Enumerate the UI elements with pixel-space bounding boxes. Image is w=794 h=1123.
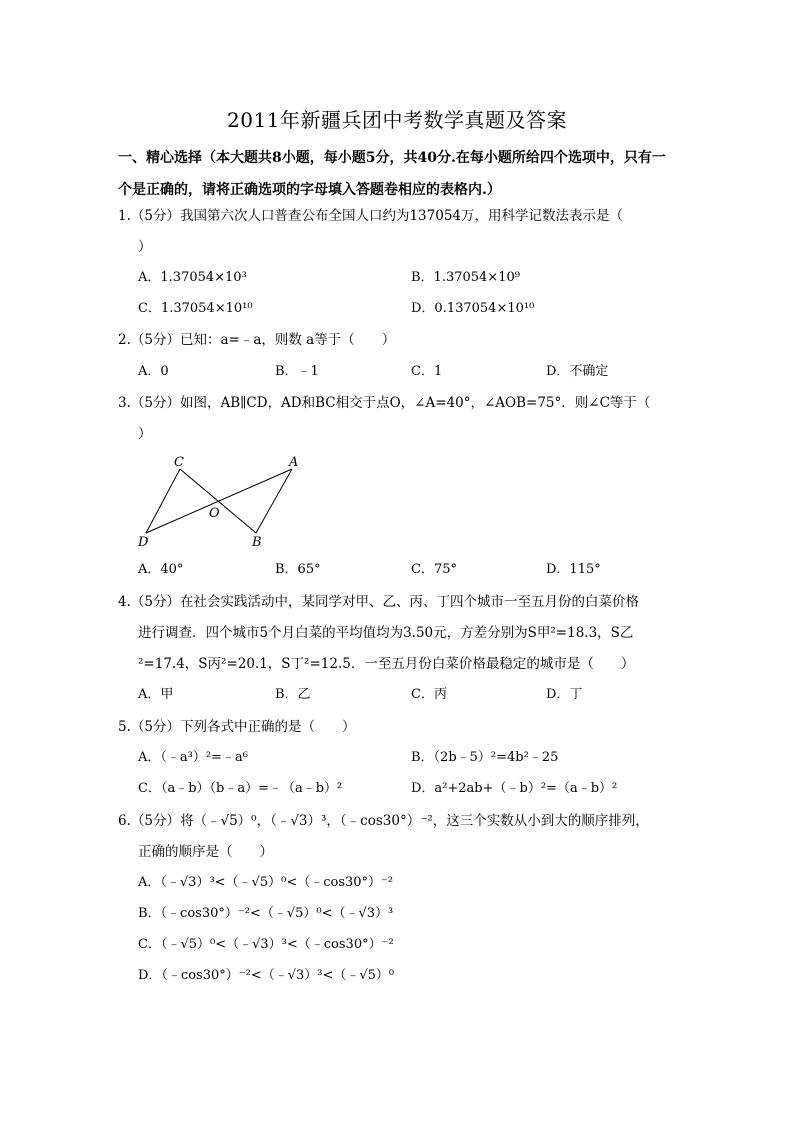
label-o: O	[209, 506, 220, 521]
q3-stem-cont: ）	[138, 426, 152, 442]
q4-option-a: A．甲	[138, 687, 174, 702]
q4-stem-cont1: 进行调查．四个城市5个月白菜的平均值均为3.50元，方差分别为S甲²=18.3，S乙	[138, 625, 634, 641]
q1-option-a: A．1.37054×10³	[138, 270, 247, 285]
q4-stem: 4.（5分）在社会实践活动中，某同学对甲、乙、丙、丁四个城市一至五月份的白菜价格	[118, 594, 639, 610]
page-title: 2011年新疆兵团中考数学真题及答案	[227, 108, 567, 132]
q6-stem-cont: 正确的顺序是（ ）	[138, 844, 273, 860]
q1-stem: 1.（5分）我国第六次人口普查公布全国人口约为137054万，用科学记数法表示是（	[118, 208, 624, 224]
q4-option-d: D．丁	[546, 687, 583, 702]
q2-option-a: A．0	[138, 364, 169, 379]
label-a: A	[289, 455, 299, 470]
q3-option-d: D．115°	[546, 562, 601, 577]
q6-option-b: B．（﹣cos30°）⁻²<（﹣√5）⁰<（﹣√3）³	[138, 906, 394, 921]
q5-option-b: B．（2b﹣5）²=4b²﹣25	[411, 750, 559, 765]
segment-cd	[146, 469, 180, 533]
segment-ab	[256, 469, 292, 533]
label-c: C	[174, 455, 184, 470]
segment-da	[146, 469, 292, 533]
q6-option-d: D．（﹣cos30°）⁻²<（﹣√3）³<（﹣√5）⁰	[138, 968, 395, 983]
q6-option-a: A．（﹣√3）³<（﹣√5）⁰<（﹣cos30°）⁻²	[138, 875, 394, 890]
q3-option-a: A．40°	[138, 562, 184, 577]
q2-option-c: C．1	[411, 364, 443, 379]
q1-option-d: D．0.137054×10¹⁰	[411, 301, 535, 316]
q3-figure	[138, 455, 318, 554]
q2-stem: 2.（5分）已知：a=﹣a，则数 a等于（ ）	[118, 332, 396, 348]
q1-option-b: B．1.37054×10⁹	[411, 270, 520, 285]
q6-option-c: C．（﹣√5）⁰<（﹣√3）³<（﹣cos30°）⁻²	[138, 937, 394, 952]
q2-option-d: D．不确定	[546, 364, 609, 379]
q4-option-b: B．乙	[275, 687, 311, 702]
q4-stem-cont2: ²=17.4，S丙²=20.1，S丁²=12.5．一至五月份白菜价格最稳定的城市是（ ）	[138, 656, 635, 672]
q3-option-c: C．75°	[411, 562, 457, 577]
section-instructions: 一、精心选择（本大题共8小题，每小题5分，共40分.在每小题所给四个选项中，只有一个是正确的，请将正确选项的字母填入答题卷相应的表格内.）	[118, 150, 666, 198]
q1-stem-cont: ）	[138, 239, 152, 255]
q4-option-c: C．丙	[411, 687, 447, 702]
q3-stem: 3.（5分）如图，AB∥CD，AD和BC相交于点O，∠A=40°，∠AOB=75°．则∠C等于（	[118, 395, 651, 411]
label-b: B	[252, 535, 262, 550]
q3-option-b: B．65°	[275, 562, 321, 577]
q5-option-c: C．（a﹣b）（b﹣a）=﹣（a﹣b）²	[138, 781, 343, 796]
q3-geometry-diagram	[138, 455, 318, 550]
q5-option-a: A．（﹣a³）²=﹣a⁶	[138, 750, 248, 765]
label-d: D	[138, 535, 149, 550]
q1-option-c: C．1.37054×10¹⁰	[138, 301, 253, 316]
q2-option-b: B．﹣1	[275, 364, 319, 379]
q5-option-d: D．a²+2ab+（﹣b）²=（a﹣b）²	[411, 781, 618, 796]
q5-stem: 5.（5分）下列各式中正确的是（ ）	[118, 719, 356, 735]
q6-stem: 6.（5分）将（﹣√5）⁰，（﹣√3）³，（﹣cos30°）⁻²，这三个实数从小到大的顺序排列，	[118, 813, 649, 829]
